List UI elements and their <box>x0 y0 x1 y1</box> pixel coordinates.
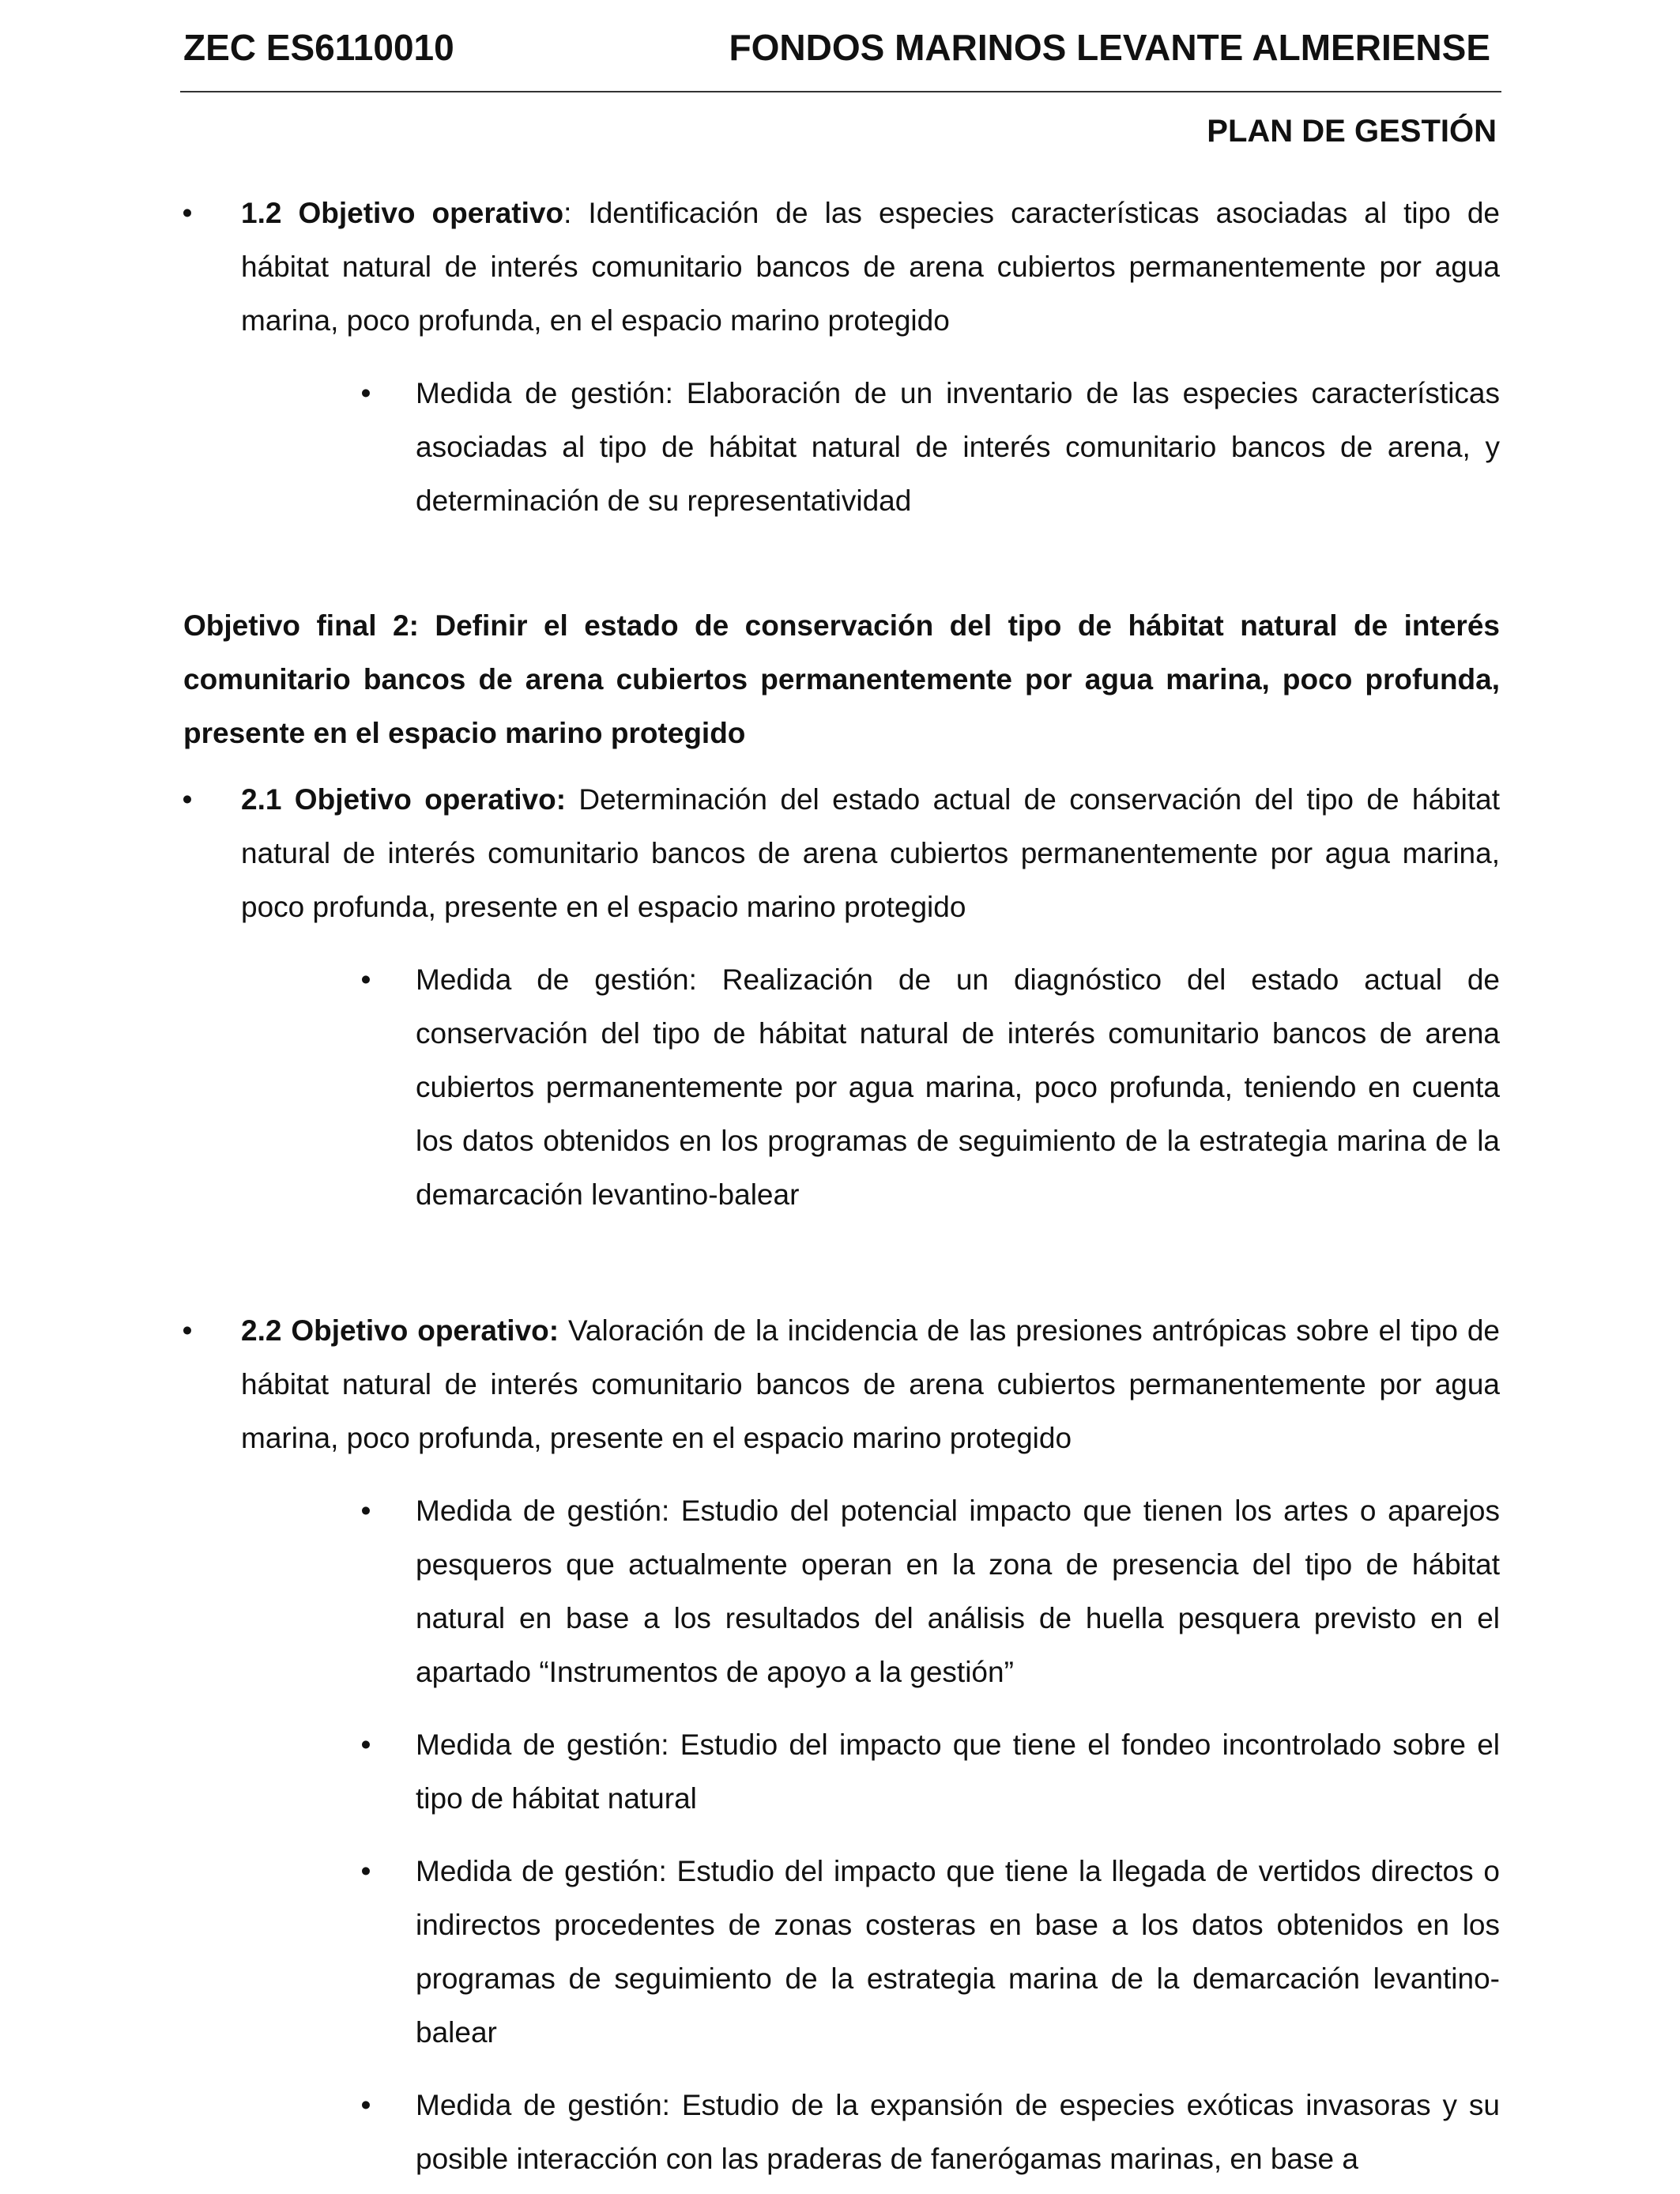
bullet-icon: • <box>360 1495 371 1527</box>
objective-1-2 <box>241 187 1500 348</box>
objective-2-1 <box>241 773 1500 934</box>
objective-text: Identificación de las especies características asociadas al tipo de hábitat natural de interés comunitario bancos de arena cubiertos permanentemente por agua marina, poco profunda, en el espacio marino protegido <box>241 197 1500 337</box>
objective-label: 2.2 Objetivo operativo: <box>241 1314 559 1347</box>
bullet-icon: • <box>360 1728 371 1761</box>
bullet-icon: • <box>360 377 371 409</box>
bullet-icon: • <box>360 963 371 996</box>
objective-2-2 <box>241 1304 1500 1465</box>
measure-2-2-b: Medida de gestión: Estudio del impacto que tiene el fondeo incontrolado sobre el tipo de hábitat natural <box>416 1728 1500 1815</box>
objective-label: 2.1 Objetivo operativo: <box>241 783 567 816</box>
bullet-icon: • <box>182 197 193 229</box>
document-subtitle: PLAN DE GESTIÓN <box>1207 114 1497 149</box>
bullet-icon: • <box>182 1314 193 1347</box>
objective-label: 1.2 Objetivo operativo <box>241 197 564 229</box>
objective-text: Valoración de la incidencia de las presiones antrópicas sobre el tipo de hábitat natural de interés comunitario bancos de arena cubiertos permanentemente por agua marina, poco profunda, presente en el espacio marino protegido <box>241 1314 1500 1454</box>
final-objective-2: Objetivo final 2: Definir el estado de conservación del tipo de hábitat natural de interés comunitario bancos de arena cubiertos permanentemente por agua marina, poco profunda, presente en el espacio marino protegido <box>183 609 1500 749</box>
measure-2-1-a: Medida de gestión: Realización de un diagnóstico del estado actual de conservación del tipo de hábitat natural de interés comunitario bancos de arena cubiertos permanentemente por agua marina, poco profunda, teniendo en cuenta los datos obtenidos en los programas de seguimiento de la estrategia marina de la demarcación levantino-balear <box>416 963 1500 1211</box>
measure-2-2-d: Medida de gestión: Estudio de la expansión de especies exóticas invasoras y su posible interacción con las praderas de fanerógamas marinas, en base a <box>416 2089 1500 2175</box>
measure-2-2-c: Medida de gestión: Estudio del impacto que tiene la llegada de vertidos directos o indirectos procedentes de zonas costeras en base a los datos obtenidos en los programas de seguimiento de la estrategia marina de la demarcación levantino-balear <box>416 1855 1500 2049</box>
site-code: ZEC ES6110010 <box>183 27 454 68</box>
bullet-icon: • <box>182 783 193 816</box>
objective-text: Determinación del estado actual de conservación del tipo de hábitat natural de interés comunitario bancos de arena cubiertos permanentemente por agua marina, poco profunda, presente en el espacio marino protegido <box>241 783 1500 923</box>
header-divider <box>180 91 1501 92</box>
measure-2-2-a: Medida de gestión: Estudio del potencial impacto que tienen los artes o aparejos pesqueros que actualmente operan en la zona de presencia del tipo de hábitat natural en base a los resultados del análisis de huella pesquera previsto en el apartado “Instrumentos de apoyo a la gestión” <box>416 1495 1500 1688</box>
document-title: FONDOS MARINOS LEVANTE ALMERIENSE <box>729 27 1490 68</box>
measure-1-2-a: Medida de gestión: Elaboración de un inventario de las especies características asociadas al tipo de hábitat natural de interés comunitario bancos de arena, y determinación de su representatividad <box>416 377 1500 517</box>
objective-separator: : <box>563 197 589 229</box>
bullet-icon: • <box>360 1855 371 1887</box>
bullet-icon: • <box>360 2089 371 2121</box>
